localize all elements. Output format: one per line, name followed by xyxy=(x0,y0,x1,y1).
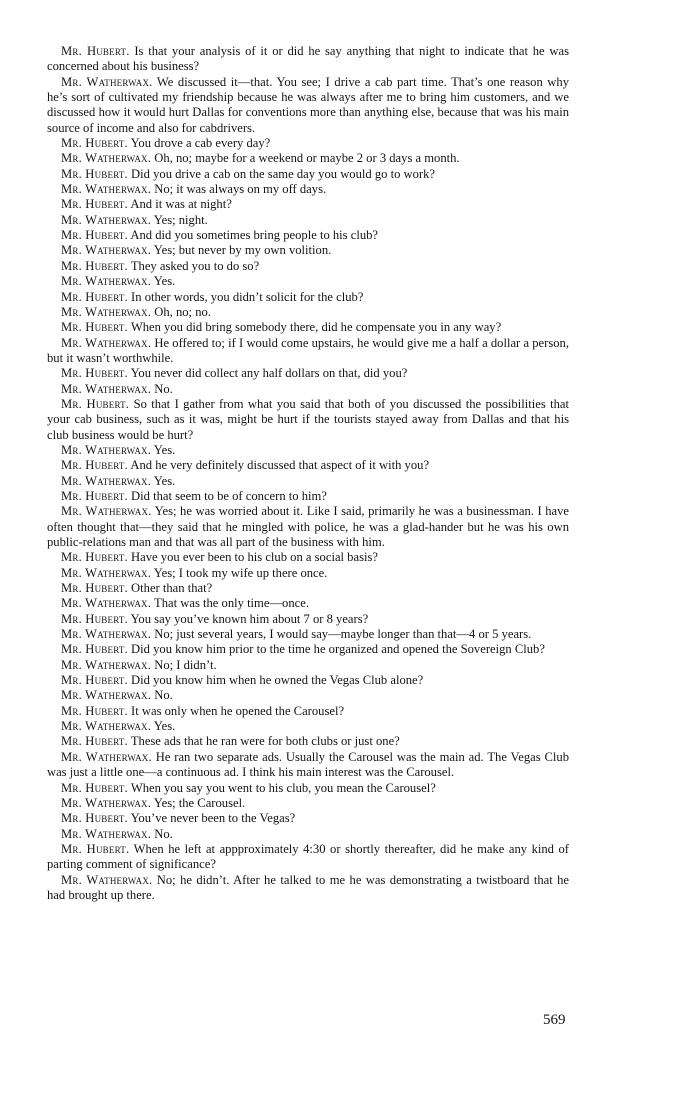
paragraph xyxy=(47,781,569,796)
speaker: Mr. Hubert. xyxy=(61,841,130,856)
paragraph-text: When you did bring somebody there, did he compensate you in any way? xyxy=(127,320,502,335)
paragraph xyxy=(47,612,569,627)
paragraph xyxy=(47,642,569,657)
paragraph xyxy=(47,382,569,397)
paragraph-text: And he very definitely discussed that aspect of it with you? xyxy=(127,458,430,473)
speaker: Mr. Hubert. xyxy=(61,136,128,151)
speaker: Mr. Hubert. xyxy=(61,289,128,304)
paragraph-text: No. xyxy=(151,826,173,841)
paragraph-text: Yes. xyxy=(151,719,176,734)
paragraph-text: Yes; he was worried about it. Like I said, primarily he was a businessman. I have often thought that—they said that he mingled with police, he was a glad-hander but he was his own public-relations man and that was all part of the business with him. xyxy=(47,504,570,549)
speaker: Mr. Watherwax. xyxy=(61,826,152,841)
paragraph xyxy=(47,136,569,151)
speaker: Mr. Hubert. xyxy=(61,44,130,58)
paragraph xyxy=(47,704,569,719)
paragraph xyxy=(47,44,569,75)
paragraph-text: You drove a cab every day? xyxy=(127,136,271,151)
paragraph-text: They asked you to do so? xyxy=(127,258,260,273)
speaker: Mr. Hubert. xyxy=(61,396,130,411)
paragraph-text: Yes; but never by my own volition. xyxy=(151,243,332,258)
paragraph-text: Did you know him when he owned the Vegas Club alone? xyxy=(127,673,424,688)
paragraph-text: No; just several years, I would say—maybe longer than that—4 or 5 years. xyxy=(151,627,532,642)
paragraph xyxy=(47,305,569,320)
speaker: Mr. Watherwax. xyxy=(61,442,152,457)
speaker: Mr. Hubert. xyxy=(61,811,128,826)
paragraph xyxy=(47,796,569,811)
paragraph xyxy=(47,320,569,335)
paragraph-text: No. xyxy=(151,381,173,396)
speaker: Mr. Watherwax. xyxy=(61,335,152,350)
paragraph xyxy=(47,750,569,781)
paragraph xyxy=(47,167,569,182)
paragraph-text: These ads that he ran were for both clubs or just one? xyxy=(127,734,400,749)
speaker: Mr. Hubert. xyxy=(61,780,128,795)
paragraph xyxy=(47,397,569,443)
paragraph xyxy=(47,550,569,565)
paragraph xyxy=(47,673,569,688)
speaker: Mr. Watherwax. xyxy=(61,182,152,197)
paragraph xyxy=(47,228,569,243)
paragraph xyxy=(47,811,569,826)
speaker: Mr. Hubert. xyxy=(61,734,128,749)
paragraph-text: You’ve never been to the Vegas? xyxy=(127,811,296,826)
paragraph-text: When he left at appproximately 4:30 or shortly thereafter, did he make any kind of parting comment of significance? xyxy=(47,841,570,872)
paragraph xyxy=(47,259,569,274)
speaker: Mr. Watherwax. xyxy=(61,74,153,89)
speaker: Mr. Watherwax. xyxy=(61,212,152,227)
paragraph-text: Did you know him prior to the time he organized and opened the Sovereign Club? xyxy=(127,642,545,657)
paragraph-text: No; he didn’t. After he talked to me he was demonstrating a twistboard that he had brought up there. xyxy=(47,872,570,902)
paragraph-text: In other words, you didn’t solicit for the club? xyxy=(127,289,364,304)
speaker: Mr. Hubert. xyxy=(61,673,128,688)
paragraph xyxy=(47,274,569,289)
paragraph xyxy=(47,581,569,596)
paragraph-text: Other than that? xyxy=(127,581,213,596)
paragraph-text: No. xyxy=(151,688,173,703)
paragraph-text: And did you sometimes bring people to his club? xyxy=(127,228,379,243)
speaker: Mr. Watherwax. xyxy=(61,872,153,887)
speaker: Mr. Hubert. xyxy=(61,611,128,626)
paragraph-text: No; it was always on my off days. xyxy=(151,182,327,197)
paragraph-text: He ran two separate ads. Usually the Carousel was the main ad. The Vegas Club was just a little one—a continuous ad. I think his main interest was the Carousel. xyxy=(47,749,570,780)
paragraph-text: No; I didn’t. xyxy=(151,657,217,672)
speaker: Mr. Watherwax. xyxy=(61,627,152,642)
paragraph-text: Yes. xyxy=(151,473,176,488)
paragraph-text: Did that seem to be of concern to him? xyxy=(127,488,327,503)
paragraph-text: Oh, no; no. xyxy=(151,304,211,319)
speaker: Mr. Watherwax. xyxy=(61,749,152,764)
speaker: Mr. Watherwax. xyxy=(61,274,152,289)
paragraph xyxy=(47,366,569,381)
paragraph-text: You say you’ve known him about 7 or 8 years? xyxy=(127,611,369,626)
paragraph xyxy=(47,719,569,734)
speaker: Mr. Watherwax. xyxy=(61,304,152,319)
paragraph xyxy=(47,243,569,258)
speaker: Mr. Watherwax. xyxy=(61,657,152,672)
paragraph xyxy=(47,336,569,367)
speaker: Mr. Hubert. xyxy=(61,703,128,718)
speaker: Mr. Hubert. xyxy=(61,458,128,473)
speaker: Mr. Watherwax. xyxy=(61,596,152,611)
paragraph-text: And it was at night? xyxy=(127,197,232,212)
speaker: Mr. Watherwax. xyxy=(61,795,152,810)
paragraph xyxy=(47,151,569,166)
speaker: Mr. Hubert. xyxy=(61,166,128,181)
transcript-page xyxy=(47,44,569,903)
paragraph xyxy=(47,827,569,842)
speaker: Mr. Hubert. xyxy=(61,258,128,273)
paragraph xyxy=(47,566,569,581)
speaker: Mr. Watherwax. xyxy=(61,151,152,166)
speaker: Mr. Hubert. xyxy=(61,642,128,657)
paragraph-text: Yes. xyxy=(151,274,176,289)
paragraph xyxy=(47,658,569,673)
speaker: Mr. Hubert. xyxy=(61,197,128,212)
speaker: Mr. Watherwax. xyxy=(61,719,152,734)
paragraph-text: Yes; I took my wife up there once. xyxy=(151,565,328,580)
paragraph xyxy=(47,182,569,197)
paragraph-text: He offered to; if I would come upstairs, he would give me a half a dollar a person, but it wasn’t worthwhile. xyxy=(47,335,569,365)
paragraph-text: Oh, no; maybe for a weekend or maybe 2 or 3 days a month. xyxy=(151,151,460,166)
paragraph-text: Is that your analysis of it or did he say anything that night to indicate that he was concerned about his business? xyxy=(47,44,569,74)
paragraph-text: Yes; night. xyxy=(151,212,208,227)
speaker: Mr. Hubert. xyxy=(61,228,128,243)
paragraph-text: Did you drive a cab on the same day you would go to work? xyxy=(127,166,435,181)
speaker: Mr. Hubert. xyxy=(61,320,128,335)
speaker: Mr. Watherwax. xyxy=(61,473,152,488)
speaker: Mr. Watherwax. xyxy=(61,688,152,703)
speaker: Mr. Watherwax. xyxy=(61,381,152,396)
paragraph xyxy=(47,596,569,611)
speaker: Mr. Hubert. xyxy=(61,366,128,381)
speaker: Mr. Watherwax. xyxy=(61,243,152,258)
paragraph-text: So that I gather from what you said that both of you discussed the possibilities that your cab business, such as it was, might be hurt if the tourists stayed away from Dallas and that his club business would be hurt? xyxy=(47,396,570,442)
speaker: Mr. Watherwax. xyxy=(61,504,152,519)
paragraph xyxy=(47,197,569,212)
paragraph-text: When you say you went to his club, you mean the Carousel? xyxy=(127,780,436,795)
paragraph-text: Have you ever been to his club on a social basis? xyxy=(127,550,378,565)
paragraph-text: It was only when he opened the Carousel? xyxy=(127,703,345,718)
paragraph-text: We discussed it—that. You see; I drive a cab part time. That’s one reason why he’s sort of cultivated my friendship because he was always after me to bring him customers, and we discussed how it would hurt Dallas for conventions more than anything else, because that was his main source of income and also for cabdrivers. xyxy=(47,74,569,135)
paragraph xyxy=(47,75,569,136)
paragraph-text: Yes. xyxy=(151,442,176,457)
page-number: 569 xyxy=(543,1012,566,1028)
speaker: Mr. Hubert. xyxy=(61,488,128,503)
paragraph xyxy=(47,734,569,749)
speaker: Mr. Hubert. xyxy=(61,581,128,596)
paragraph xyxy=(47,688,569,703)
paragraph xyxy=(47,474,569,489)
paragraph xyxy=(47,458,569,473)
paragraph xyxy=(47,842,569,873)
paragraph-text: You never did collect any half dollars on that, did you? xyxy=(127,366,408,381)
paragraph xyxy=(47,443,569,458)
speaker: Mr. Hubert. xyxy=(61,550,128,565)
paragraph xyxy=(47,627,569,642)
paragraph-text: Yes; the Carousel. xyxy=(151,795,246,810)
paragraph xyxy=(47,489,569,504)
speaker: Mr. Watherwax. xyxy=(61,565,152,580)
paragraph xyxy=(47,873,569,904)
paragraph xyxy=(47,504,569,550)
paragraph xyxy=(47,290,569,305)
paragraph xyxy=(47,213,569,228)
paragraph-text: That was the only time—once. xyxy=(151,596,309,611)
